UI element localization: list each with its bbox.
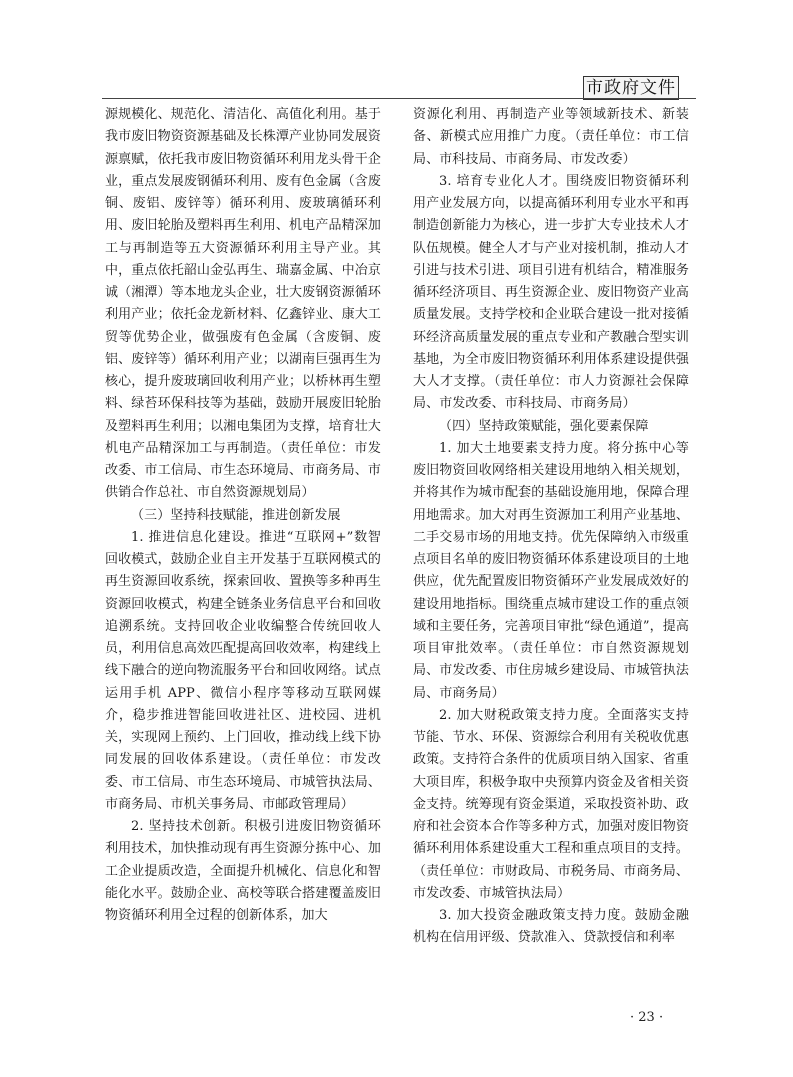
paragraph: 3. 加大投资金融政策支持力度。鼓励金融机构在信用评级、贷款准入、贷款授信和利率 <box>413 908 689 946</box>
right-column <box>413 104 689 950</box>
section-heading: （四）坚持政策赋能，强化要素保障 <box>439 418 649 434</box>
paragraph: 2. 加大财税政策支持力度。全面落实支持节能、节水、环保、资源综合利用有关税收优惠政策。支持符合条件的优质项目纳入国家、省重大项目库，积极争取中央预算内资金及省相关资金支持。统筹现有资金渠道，采取投资补助、政府和社会资本合作等多种方式，加强对废旧物资循环利用体系建设重大工程和重点项目的支持。（责任单位：市财政局、市税务局、市商务局、市发改委、市城管执法局） <box>413 707 689 901</box>
paragraph: 源规模化、规范化、清洁化、高值化利用。基于我市废旧物资资源基础及长株潭产业协同发展资源禀赋，依托我市废旧物资循环利用龙头骨干企业，重点发展废钢循环利用、废有色金属（含废铜、废铝、废锌等）循环利用、废玻璃循环利用、废旧轮胎及塑料再生利用、机电产品精深加工与再制造等五大资源循环利用主导产业。其中，重点依托韶山金弘再生、瑞嘉金属、中冶京诚（湘潭）等本地龙头企业，壮大废钢资源循环利用产业；依托金龙新材料、亿鑫锌业、康大工贸等优势企业，做强废有色金属（含废铜、废铝、废锌等）循环利用产业；以湖南巨强再生为核心，提升废玻璃回收利用产业；以桥林再生塑料、绿苔环保科技等为基础，鼓励开展废旧轮胎及塑料再生利用；以湘电集团为支撑，培育壮大机电产品精深加工与再制造。（责任单位：市发改委、市工信局、市生态环境局、市商务局、市供销合作总社、市自然资源规划局） <box>105 107 381 501</box>
section-header-tag: 市政府文件 <box>583 76 679 100</box>
left-column <box>105 104 381 927</box>
paragraph: 2. 坚持技术创新。积极引进废旧物资循环利用技术，加快推动现有再生资源分拣中心、加工企业提质改造，全面提升机械化、信息化和智能化水平。鼓励企业、高校等联合搭建覆盖废旧物资循环利用全过程的创新体系，加大 <box>105 819 381 923</box>
page-number: · 23 · <box>630 1010 664 1025</box>
paragraph: 3. 培育专业化人才。围绕废旧物资循环利用产业发展方向，以提高循环利用专业水平和再制造创新能力为核心，进一步扩大专业技术人才队伍规模。健全人才与产业对接机制，推动人才引进与技术引进、项目引进有机结合，精准服务循环经济项目、再生资源企业、废旧物资产业高质量发展。支持学校和企业联合建设一批对接循环经济高质量发展的重点专业和产教融合型实训基地，为全市废旧物资循环利用体系建设提供强大人才支撑。（责任单位：市人力资源社会保障局、市发改委、市科技局、市商务局） <box>413 173 689 412</box>
section-heading: （三）坚持科技赋能，推进创新发展 <box>131 507 341 523</box>
paragraph: 1. 推进信息化建设。推进“互联网+”数智回收模式，鼓励企业自主开发基于互联网模式的再生资源回收系统，探索回收、置换等多种再生资源回收模式，构建全链条业务信息平台和回收追溯系统。支持回收企业收编整合传统回收人员，利用信息高效匹配提高回收效率，构建线上线下融合的逆向物流服务平台和回收网络。试点运用手机 APP、微信小程序等移动互联网媒介，稳步推进智能回收进社区、进校园、进机关，实现网上预约、上门回收，推动线上线下协同发展的回收体系建设。（责任单位：市发改委、市工信局、市生态环境局、市城管执法局、市商务局、市机关事务局、市邮政管理局） <box>105 529 381 812</box>
paragraph: 1. 加大土地要素支持力度。将分拣中心等废旧物资回收网络相关建设用地纳入相关规划，并将其作为城市配套的基础设施用地，保障合理用地需求。加大对再生资源加工利用产业基地、二手交易市场的用地支持。优先保障纳入市级重点项目名单的废旧物资循环体系建设项目的土地供应，优先配置废旧物资循环产业发展成效好的建设用地指标。围绕重点城市建设工作的重点领域和主要任务，完善项目审批“绿色通道”，提高项目审批效率。（责任单位：市自然资源规划局、市发改委、市住房城乡建设局、市城管执法局、市商务局） <box>413 440 689 701</box>
paragraph: 资源化利用、再制造产业等领域新技术、新装备、新模式应用推广力度。（责任单位：市工信局、市科技局、市商务局、市发改委） <box>413 107 689 167</box>
header-divider <box>102 98 696 99</box>
